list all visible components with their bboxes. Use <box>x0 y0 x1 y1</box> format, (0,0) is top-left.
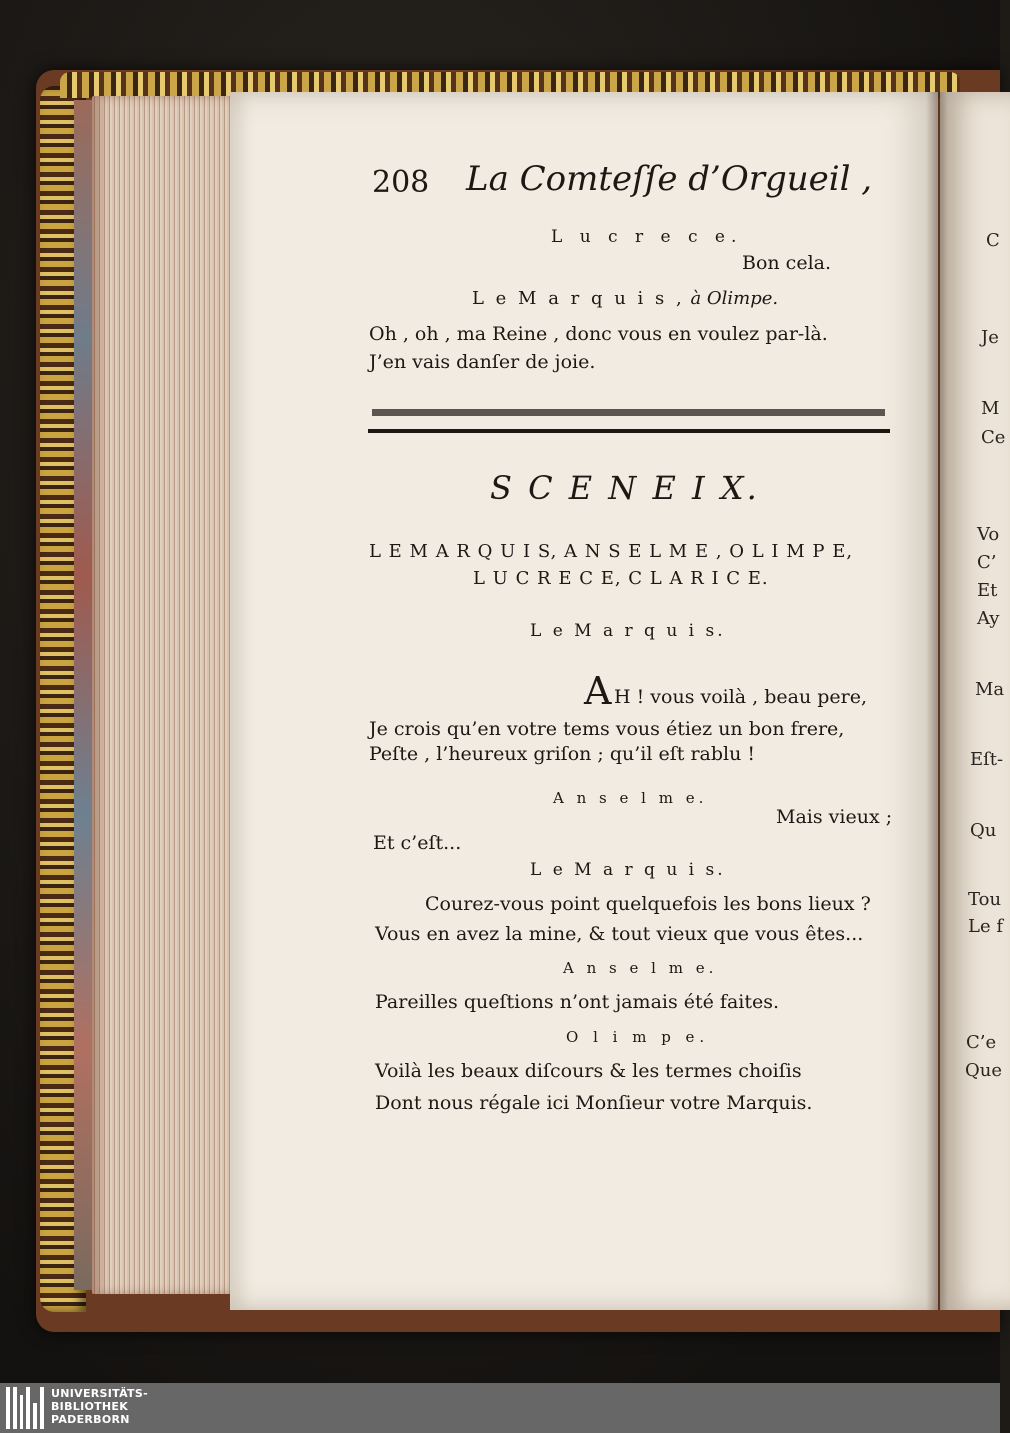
verse-line: J’en vais danſer de joie. <box>369 351 596 373</box>
library-name-line: UNIVERSITÄTS- <box>51 1387 148 1400</box>
next-page-fragment: C’e <box>966 1032 997 1053</box>
verse-line: Voilà les beaux diſcours & les termes choiſis <box>375 1060 802 1082</box>
library-footer <box>0 1383 1000 1433</box>
divider-rule <box>368 429 890 433</box>
next-page-fragment: Et <box>977 580 998 601</box>
speaker-anselme: A n s e l m e. <box>553 789 708 807</box>
verse-line: Je crois qu’en votre tems vous étiez un bon frere, <box>369 718 845 740</box>
library-name <box>51 1387 148 1426</box>
verse-line: H ! vous voilà , beau pere, <box>614 686 868 708</box>
next-page-fragment: Le f <box>968 916 1003 937</box>
next-page-fragment: Eſt- <box>970 749 1004 770</box>
library-name-line: BIBLIOTHEK <box>51 1400 129 1413</box>
verse-line: Mais vieux ; <box>776 806 893 828</box>
speaker-olimpe: O l i m p e. <box>566 1028 710 1046</box>
next-page-fragment: Tou <box>968 889 1002 910</box>
next-page-fragment: Que <box>965 1060 1003 1081</box>
speaker-marquis: L e M a r q u i s. <box>530 621 726 641</box>
library-logo-icon <box>6 1387 44 1429</box>
verse-line: Pareilles queſtions n’ont jamais été faites. <box>375 991 780 1013</box>
next-page-fragment: C <box>986 230 1000 251</box>
speaker-marquis: L e M a r q u i s. <box>530 860 726 880</box>
page-number: 208 <box>372 165 430 200</box>
scene-heading: S C E N E I X. <box>490 469 760 507</box>
library-name-line: PADERBORN <box>51 1413 130 1426</box>
next-page-fragment: C’ <box>977 552 997 573</box>
next-page-fragment: Qu <box>970 820 997 841</box>
verse-line: Vous en avez la mine, & tout vieux que vous êtes... <box>375 923 864 945</box>
verse-line: Dont nous régale ici Monſieur votre Marquis. <box>375 1092 813 1114</box>
drop-cap: A <box>584 669 612 713</box>
speaker-name: L e M a r q u i s , <box>472 288 685 309</box>
speaker-marquis <box>472 290 778 308</box>
cast-list: L U C R E C E, C L A R I C E. <box>473 568 769 589</box>
page-edges <box>92 96 232 1294</box>
verse-line: Courez-vous point quelquefois les bons lieux ? <box>425 893 871 915</box>
next-page-fragment: Ma <box>975 679 1005 700</box>
verse-line: Peſte , l’heureux griſon ; qu’il eſt rablu ! <box>369 743 756 765</box>
verse-line: Et c’eſt... <box>373 832 462 854</box>
verse-line: Bon cela. <box>742 252 832 274</box>
ornamental-rule <box>372 409 885 416</box>
cast-list: L E M A R Q U I S, A N S E L M E , O L I M P E, <box>369 541 854 562</box>
next-page-fragment: Ce <box>981 427 1006 448</box>
page-gutter <box>926 92 948 1310</box>
next-page-fragment: Ay <box>977 608 1000 629</box>
next-page-fragment: Je <box>981 327 999 348</box>
right-page <box>940 92 1010 1310</box>
speaker-lucrece: L u c r e c e. <box>551 227 743 247</box>
speaker-anselme: A n s e l m e. <box>563 959 718 977</box>
next-page-fragment: M <box>981 398 1000 419</box>
next-page-fragment: Vo <box>977 524 1000 545</box>
verse-line: Oh , oh , ma Reine , donc vous en voulez par-là. <box>369 323 828 345</box>
stage-direction: à Olimpe. <box>690 288 779 309</box>
running-title: La Comteſſe d’Orgueil , <box>466 159 873 199</box>
